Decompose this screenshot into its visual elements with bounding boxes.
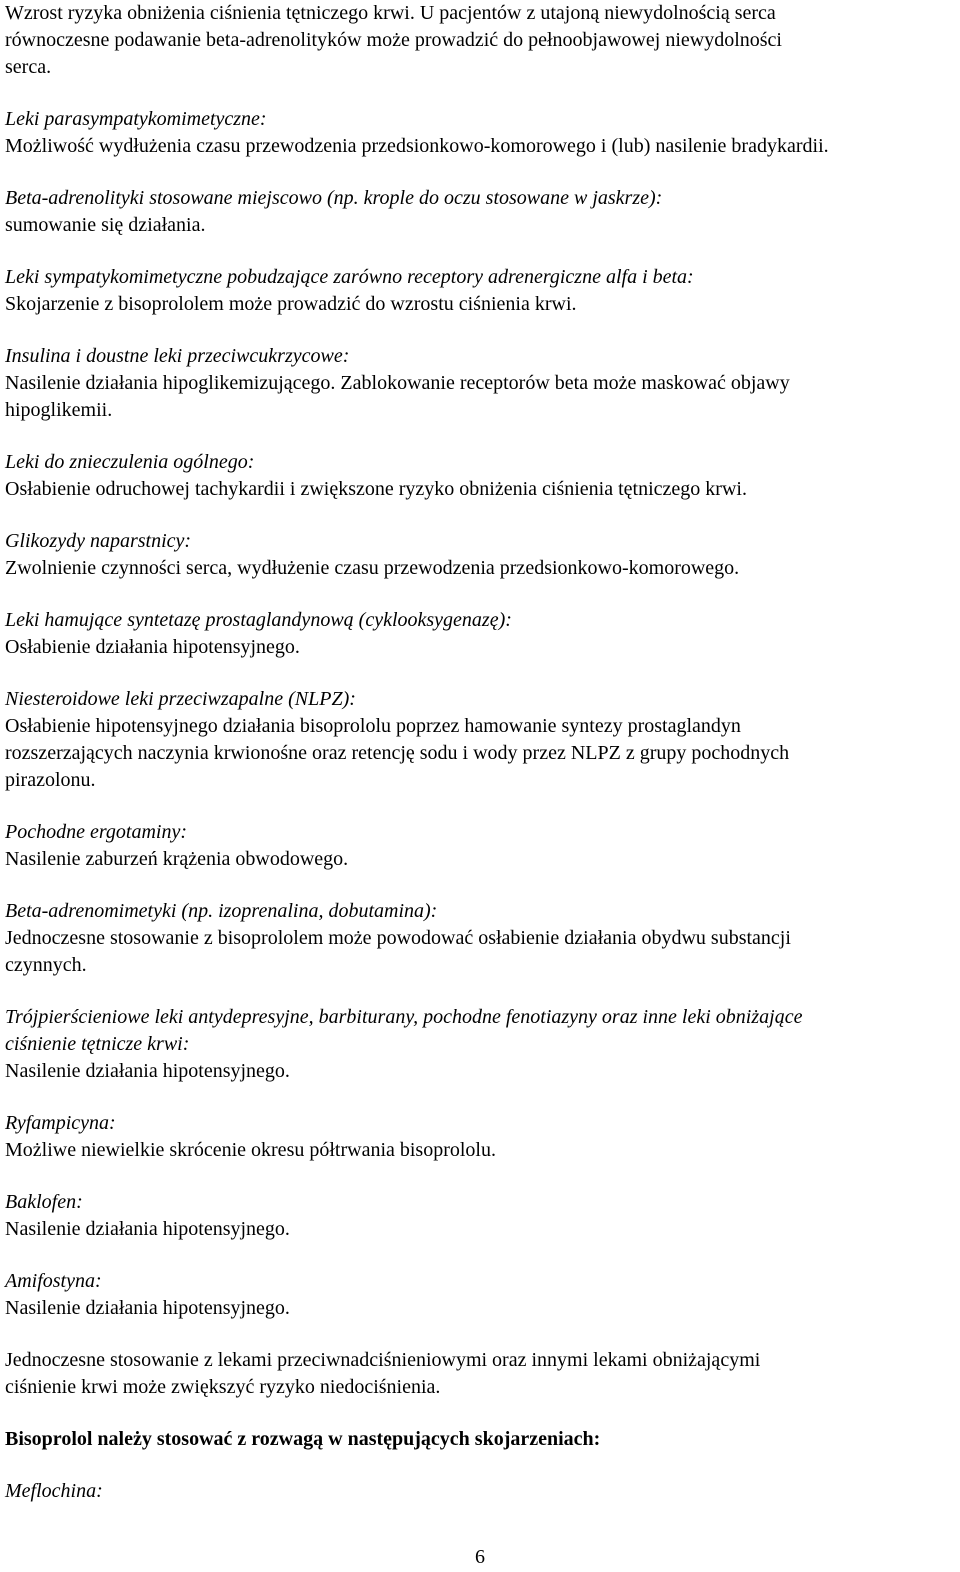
interaction-section (5, 898, 940, 979)
intro-paragraph (5, 0, 940, 81)
interaction-section (5, 106, 940, 160)
text-line: serca. (5, 56, 52, 78)
section-body: Możliwe niewielkie skrócenie okresu półtrwania bisoprololu. (5, 1139, 496, 1161)
text-line: Nasilenie działania hipotensyjnego. (5, 1297, 290, 1319)
text-line: Nasilenie działania hipotensyjnego. (5, 1060, 290, 1082)
section-heading: Pochodne ergotaminy: (5, 821, 187, 843)
text-line: Osłabienie odruchowej tachykardii i zwiększone ryzyko obniżenia ciśnienia tętniczego krwi. (5, 478, 747, 500)
text-line: Nasilenie zaburzeń krążenia obwodowego. (5, 848, 349, 870)
section-heading: Beta-adrenolityki stosowane miejscowo (np. krople do oczu stosowane w jaskrze): (5, 187, 663, 209)
interaction-section (5, 819, 940, 873)
section-heading: Trójpierścieniowe leki antydepresyjne, barbiturany, pochodne fenotiazyny oraz inne leki obniżające (5, 1006, 803, 1028)
section-heading: Beta-adrenomimetyki (np. izoprenalina, dobutamina): (5, 900, 438, 922)
interaction-sections (5, 106, 940, 1085)
section-rifampicin (5, 1110, 940, 1164)
section-heading: Leki parasympatykomimetyczne: (5, 108, 267, 130)
text-line: Jednoczesne stosowanie z lekami przeciwnadciśnieniowymi oraz innymi lekami obniżającymi (5, 1349, 761, 1371)
interaction-section (5, 185, 940, 239)
interaction-sections-2 (5, 1189, 940, 1322)
closing-paragraph (5, 1347, 940, 1401)
section-heading: Leki hamujące syntetazę prostaglandynową (cyklooksygenazę): (5, 609, 512, 631)
text-line: Wzrost ryzyka obniżenia ciśnienia tętniczego krwi. U pacjentów z utajoną niewydolnością serca (5, 2, 776, 24)
text-line: Osłabienie działania hipotensyjnego. (5, 636, 300, 658)
section-mefloquine (5, 1478, 940, 1505)
text-line: ciśnienie krwi może zwiększyć ryzyko niedociśnienia. (5, 1376, 441, 1398)
interaction-section (5, 1189, 940, 1243)
section-heading: Leki sympatykomimetyczne pobudzające zarówno receptory adrenergiczne alfa i beta: (5, 266, 694, 288)
section-heading: ciśnienie tętnicze krwi: (5, 1033, 190, 1055)
text-line: Zwolnienie czynności serca, wydłużenie czasu przewodzenia przedsionkowo-komorowego. (5, 557, 740, 579)
interaction-section (5, 343, 940, 424)
text-line: Nasilenie działania hipoglikemizującego. Zablokowanie receptorów beta może maskować objawy (5, 372, 790, 394)
text-line: pirazolonu. (5, 769, 96, 791)
text-line: czynnych. (5, 954, 87, 976)
text-line: Nasilenie działania hipotensyjnego. (5, 1218, 290, 1240)
section-heading: Niesteroidowe leki przeciwzapalne (NLPZ): (5, 688, 356, 710)
text-line: Osłabienie hipotensyjnego działania bisoprololu poprzez hamowanie syntezy prostaglandyn (5, 715, 741, 737)
document-page (5, 0, 940, 1530)
text-line: Możliwość wydłużenia czasu przewodzenia przedsionkowo-komorowego i (lub) nasilenie bradykardii. (5, 135, 829, 157)
interaction-section (5, 607, 940, 661)
interaction-section (5, 528, 940, 582)
text-line: Skojarzenie z bisoprololem może prowadzić do wzrostu ciśnienia krwi. (5, 293, 577, 315)
interaction-section (5, 264, 940, 318)
section-heading: Baklofen: (5, 1191, 83, 1213)
text-line: hipoglikemii. (5, 399, 113, 421)
interaction-section (5, 449, 940, 503)
text-line: równoczesne podawanie beta-adrenolityków może prowadzić do pełnoobjawowej niewydolności (5, 29, 782, 51)
section-heading: Glikozydy naparstnicy: (5, 530, 192, 552)
caution-section (5, 1426, 940, 1453)
caution-heading: Bisoprolol należy stosować z rozwagą w następujących skojarzeniach: (5, 1428, 601, 1450)
text-line: rozszerzających naczynia krwionośne oraz retencję sodu i wody przez NLPZ z grupy pochodnych (5, 742, 790, 764)
interaction-section (5, 1268, 940, 1322)
section-heading: Insulina i doustne leki przeciwcukrzycowe: (5, 345, 350, 367)
page-number: 6 (475, 1546, 485, 1568)
interaction-section (5, 1004, 940, 1085)
section-heading: Meflochina: (5, 1480, 103, 1502)
text-line: Jednoczesne stosowanie z bisoprololem może powodować osłabienie działania obydwu substancji (5, 927, 791, 949)
text-line: sumowanie się działania. (5, 214, 206, 236)
section-heading: Ryfampicyna: (5, 1112, 116, 1134)
interaction-section (5, 686, 940, 794)
section-heading: Amifostyna: (5, 1270, 102, 1292)
section-heading: Leki do znieczulenia ogólnego: (5, 451, 255, 473)
